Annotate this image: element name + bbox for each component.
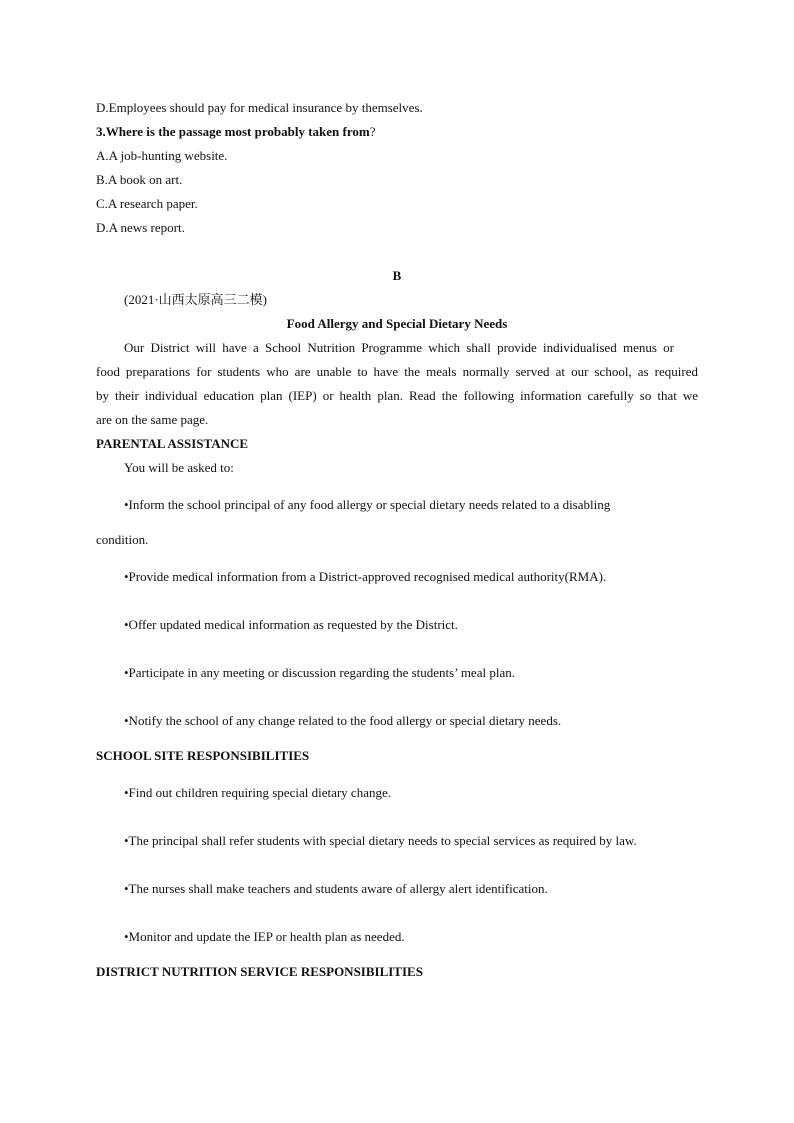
section-letter: B	[392, 268, 402, 283]
intro-line-4: are on the same page.	[96, 412, 209, 427]
q3-option-b: B.A book on art.	[96, 172, 183, 187]
q2-option-d: D.Employees should pay for medical insurance by themselves.	[96, 100, 423, 115]
intro-line-3: by their individual education plan (IEP) or health plan. Read the following information carefully so that we	[96, 388, 698, 403]
parental-item-1: •Inform the school principal of any food allergy or special dietary needs related to a disabling	[124, 497, 611, 512]
school-site-item-1: •Find out children requiring special dietary change.	[124, 785, 391, 800]
school-site-item-4: •Monitor and update the IEP or health plan as needed.	[124, 929, 405, 944]
parental-item-3: •Offer updated medical information as requested by the District.	[124, 617, 458, 632]
source-note: (2021·山西太原高三二模)	[124, 292, 267, 307]
parental-item-2: •Provide medical information from a District-approved recognised medical authority(RMA).	[124, 569, 607, 584]
school-site-heading: SCHOOL SITE RESPONSIBILITIES	[96, 748, 310, 763]
parental-heading: PARENTAL ASSISTANCE	[96, 436, 249, 451]
q3-option-a: A.A job-hunting website.	[96, 148, 228, 163]
district-heading: DISTRICT NUTRITION SERVICE RESPONSIBILITIES	[96, 964, 423, 979]
q3-number: 3	[96, 124, 103, 139]
q3-option-d: D.A news report.	[96, 220, 185, 235]
parental-item-1-cont: condition.	[96, 532, 149, 547]
school-site-item-3: •The nurses shall make teachers and students aware of allergy alert identification.	[124, 881, 548, 896]
q3-text: Where is the passage most probably taken from	[105, 124, 370, 139]
intro-line-2: food preparations for students who are unable to have the meals normally served at our school, as required	[96, 364, 698, 379]
q3-option-c: C.A research paper.	[96, 196, 198, 211]
parental-item-5: •Notify the school of any change related to the food allergy or special dietary needs.	[124, 713, 562, 728]
intro-line-1: Our District will have a School Nutrition Programme which shall provide individualised menus or	[124, 340, 674, 355]
q3-question: 3.Where is the passage most probably taken from?	[96, 124, 376, 139]
parental-lead: You will be asked to:	[124, 460, 234, 475]
q3-qmark: ?	[369, 124, 376, 139]
school-site-item-2: •The principal shall refer students with special dietary needs to special services as required by law.	[124, 833, 637, 848]
passage-title: Food Allergy and Special Dietary Needs	[286, 316, 508, 331]
parental-item-4: •Participate in any meeting or discussion regarding the students’ meal plan.	[124, 665, 515, 680]
